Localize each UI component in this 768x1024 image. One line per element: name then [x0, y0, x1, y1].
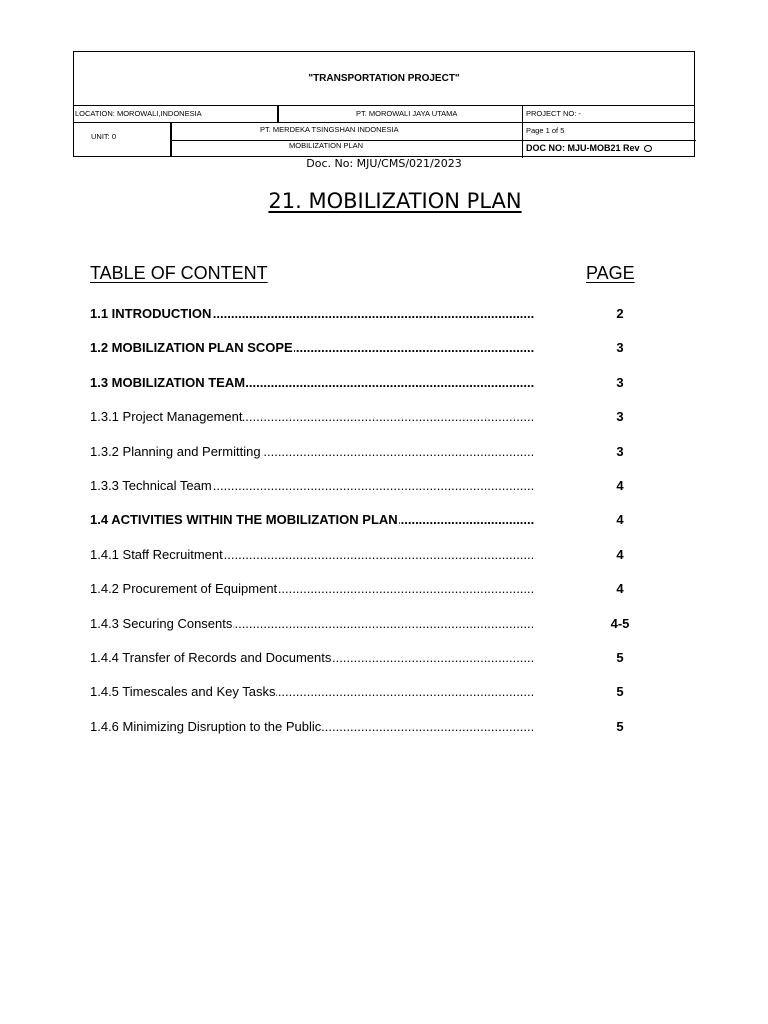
toc-entry[interactable]	[90, 684, 534, 700]
doc-no-cell	[526, 140, 652, 156]
header-separator	[277, 106, 279, 122]
toc-entry[interactable]	[90, 444, 534, 460]
toc-entry[interactable]	[90, 478, 534, 494]
toc-entry-label: 1.2 MOBILIZATION PLAN SCOPE	[90, 340, 293, 355]
company-main-cell: PT. MOROWALI JAYA UTAMA	[356, 109, 458, 118]
toc-entry-label: 1.4.3 Securing Consents	[90, 616, 233, 631]
toc-heading-text: TABLE OF CONTENT	[90, 263, 268, 283]
toc-heading	[90, 263, 268, 284]
header-separator	[170, 123, 172, 140]
toc-entry[interactable]	[90, 616, 534, 632]
toc-entry[interactable]	[90, 375, 534, 391]
revision-circle-icon	[644, 145, 652, 152]
unit-cell: UNIT: 0	[91, 132, 117, 141]
page-title-text: 21. MOBILIZATION PLAN	[268, 189, 522, 213]
toc-entry-label: 1.4.4 Transfer of Records and Documents	[90, 650, 332, 665]
doc-subject-cell: MOBILIZATION PLAN	[289, 141, 364, 150]
toc-entry-page: 5	[616, 684, 624, 699]
header-separator	[522, 106, 523, 158]
toc-entry-label: 1.4.2 Procurement of Equipment	[90, 581, 278, 596]
toc-entry-label: 1.4.5 Timescales and Key Tasks	[90, 684, 276, 699]
toc-entry-label: 1.4.1 Staff Recruitment	[90, 547, 223, 562]
toc-entry-label: 1.3.1 Project Management	[90, 409, 243, 424]
toc-entry-page: 4	[616, 581, 624, 596]
toc-entry[interactable]	[90, 306, 534, 322]
toc-page-heading: PAGE	[586, 263, 635, 283]
toc-entry[interactable]	[90, 581, 534, 597]
project-no-cell: PROJECT NO: -	[526, 109, 581, 118]
contractor-cell: PT. MERDEKA TSINGSHAN INDONESIA	[260, 125, 399, 134]
toc-entry-label: 1.3.2 Planning and Permitting	[90, 444, 261, 459]
toc-entry[interactable]	[90, 512, 534, 528]
toc-entry-page: 3	[616, 409, 624, 424]
toc-entry[interactable]	[90, 650, 534, 666]
document-number: Doc. No: MJU/CMS/021/2023	[306, 157, 462, 170]
toc-entry-page: 4	[616, 478, 624, 493]
toc-entry[interactable]	[90, 340, 534, 356]
doc-no-text: DOC NO: MJU-MOB21 Rev	[526, 143, 640, 153]
toc-entry[interactable]	[90, 719, 534, 735]
header-separator	[170, 141, 172, 156]
toc-entry-page: 4-5	[610, 616, 630, 631]
project-title: "TRANSPORTATION PROJECT"	[308, 73, 460, 84]
toc-entry-page: 4	[616, 512, 624, 527]
toc-entry-page: 4	[616, 547, 624, 562]
page-title	[0, 189, 768, 213]
toc-entry-label: 1.3 MOBILIZATION TEAM	[90, 375, 246, 390]
toc-entry-label: 1.4.6 Minimizing Disruption to the Public	[90, 719, 322, 734]
document-header-table	[73, 51, 695, 157]
toc-entry-page: 5	[616, 719, 624, 734]
toc-entry-label: 1.3.3 Technical Team	[90, 478, 212, 493]
toc-entry-page: 3	[616, 375, 624, 390]
toc-entry-page: 3	[616, 444, 624, 459]
toc-entry-page: 3	[616, 340, 624, 355]
page-of-cell: Page 1 of 5	[526, 126, 565, 135]
toc-entry-page: 2	[616, 306, 624, 321]
toc-entry-label: 1.4 ACTIVITIES WITHIN THE MOBILIZATION PLAN	[90, 512, 398, 527]
toc-entry[interactable]	[90, 409, 534, 425]
location-cell: LOCATION: MOROWALI,INDONESIA	[75, 109, 202, 118]
toc-entry[interactable]	[90, 547, 534, 563]
toc-entry-page: 5	[616, 650, 624, 665]
toc-entry-label: 1.1 INTRODUCTION	[90, 306, 212, 321]
